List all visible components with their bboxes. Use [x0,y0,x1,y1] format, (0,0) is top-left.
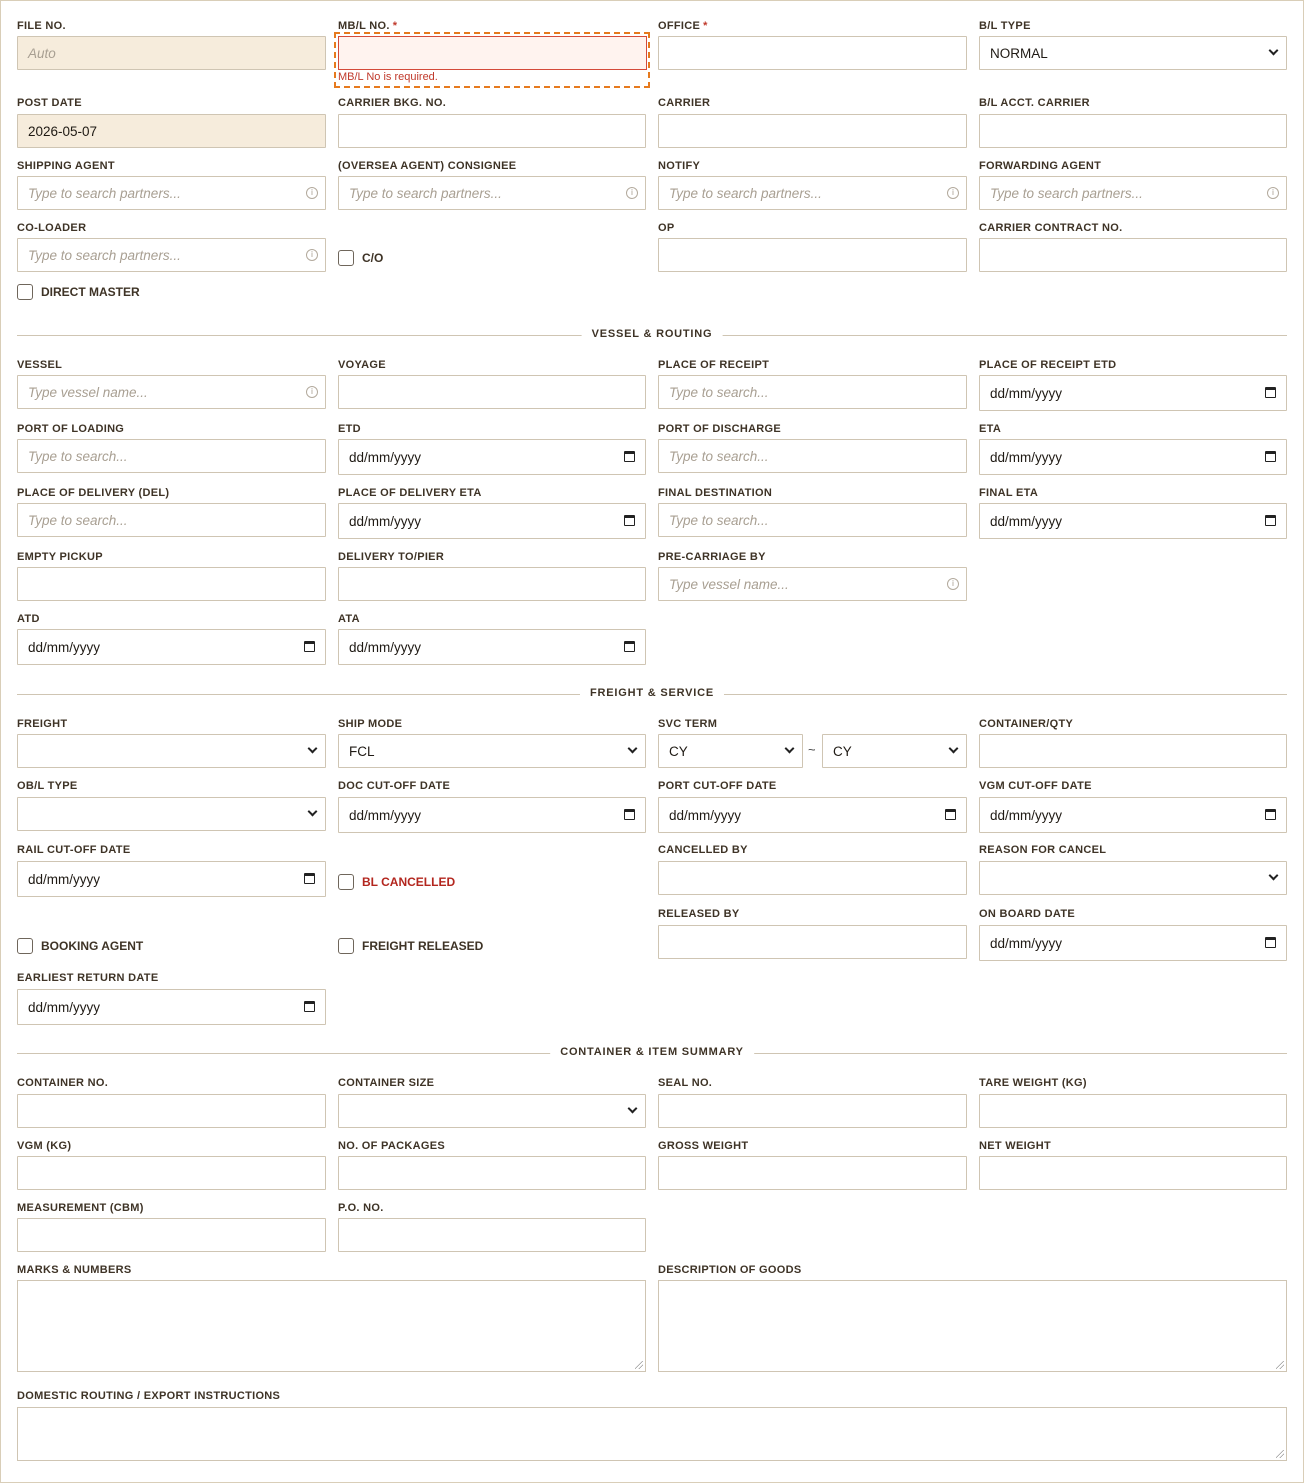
po-no-label: P.O. NO. [338,1202,384,1214]
svc-term-separator: ~ [808,742,816,757]
eta-label: ETA [979,423,1002,435]
doc-cutoff-label: DOC CUT-OFF DATE [338,780,451,792]
no-of-packages-input[interactable] [338,1156,646,1190]
required-marker: * [392,20,398,32]
rail-cutoff-input[interactable]: dd/mm/yyyy [17,861,326,897]
calendar-icon[interactable] [304,1001,315,1012]
freight-select[interactable] [17,734,326,768]
chevron-down-icon [1269,871,1279,881]
container-no-label: CONTAINER NO. [17,1077,109,1089]
calendar-icon[interactable] [1265,515,1276,526]
released-by-input[interactable] [658,925,967,959]
resize-grip-icon[interactable] [1276,1361,1284,1369]
calendar-icon[interactable] [1265,937,1276,948]
notify-label: NOTIFY [658,160,701,172]
carrier-bkg-no-input[interactable] [338,114,646,148]
container-size-label: CONTAINER SIZE [338,1077,435,1089]
calendar-icon[interactable] [945,809,956,820]
checkbox-box[interactable] [338,938,354,954]
net-weight-input[interactable] [979,1156,1287,1190]
carrier-input[interactable] [658,114,967,148]
file-no-input: Auto [17,36,326,70]
place-of-receipt-etd-input[interactable]: dd/mm/yyyy [979,375,1287,411]
chevron-down-icon [1269,46,1279,56]
gross-weight-input[interactable] [658,1156,967,1190]
port-cutoff-input[interactable]: dd/mm/yyyy [658,797,967,833]
consignee-label: (OVERSEA AGENT) CONSIGNEE [338,160,517,172]
reason-for-cancel-label: REASON FOR CANCEL [979,844,1107,856]
consignee-input[interactable]: Type to search partners... i [338,176,646,210]
calendar-icon[interactable] [624,515,635,526]
checkbox-box[interactable] [17,284,33,300]
chevron-down-icon [785,744,795,754]
shipping-agent-label: SHIPPING AGENT [17,160,115,172]
tare-weight-label: TARE WEIGHT (KG) [979,1077,1087,1089]
file-no-label: FILE NO. [17,20,66,32]
port-of-discharge-input[interactable]: Type to search... [658,439,967,473]
calendar-icon[interactable] [1265,451,1276,462]
chevron-down-icon [949,744,959,754]
port-of-discharge-label: PORT OF DISCHARGE [658,423,782,435]
svc-term-from-select[interactable]: CY [658,734,803,768]
chevron-down-icon [308,744,318,754]
eta-input[interactable]: dd/mm/yyyy [979,439,1287,475]
seal-no-label: SEAL NO. [658,1077,713,1089]
final-eta-input[interactable]: dd/mm/yyyy [979,503,1287,539]
vgm-cutoff-input[interactable]: dd/mm/yyyy [979,797,1287,833]
section-vessel-routing: VESSEL & ROUTING [17,328,1287,342]
booking-agent-checkbox[interactable]: BOOKING AGENT [17,938,143,954]
forwarding-agent-input[interactable]: Type to search partners... i [979,176,1287,210]
place-of-delivery-eta-input[interactable]: dd/mm/yyyy [338,503,646,539]
carrier-label: CARRIER [658,97,711,109]
marks-numbers-textarea[interactable] [17,1280,646,1372]
container-no-input[interactable] [17,1094,326,1128]
forwarding-agent-label: FORWARDING AGENT [979,160,1102,172]
voyage-input[interactable] [338,375,646,409]
resize-grip-icon[interactable] [635,1361,643,1369]
bl-cancelled-checkbox[interactable]: BL CANCELLED [338,874,455,890]
net-weight-label: NET WEIGHT [979,1140,1052,1152]
office-input[interactable] [658,36,967,70]
co-loader-input[interactable]: Type to search partners... i [17,238,326,272]
seal-no-input[interactable] [658,1094,967,1128]
checkbox-box[interactable] [338,250,354,266]
bl-type-select[interactable]: NORMAL [979,36,1287,70]
info-icon: i [947,187,959,199]
info-icon: i [306,249,318,261]
released-by-label: RELEASED BY [658,908,740,920]
chevron-down-icon [628,744,638,754]
gross-weight-label: GROSS WEIGHT [658,1140,749,1152]
info-icon: i [306,187,318,199]
reason-for-cancel-select[interactable] [979,861,1287,895]
domestic-routing-textarea[interactable] [17,1407,1287,1461]
chevron-down-icon [308,807,318,817]
bl-type-label: B/L TYPE [979,20,1031,32]
container-qty-input[interactable] [979,734,1287,768]
calendar-icon[interactable] [1265,809,1276,820]
checkbox-box[interactable] [17,938,33,954]
co-loader-label: CO-LOADER [17,222,87,234]
doc-cutoff-input[interactable]: dd/mm/yyyy [338,797,646,833]
earliest-return-date-input[interactable]: dd/mm/yyyy [17,989,326,1025]
mbl-no-input[interactable] [338,36,647,70]
op-input[interactable] [658,238,967,272]
empty-pickup-input[interactable] [17,567,326,601]
post-date-input: 2026-05-07 [17,114,326,148]
freight-label: FREIGHT [17,718,68,730]
co-checkbox[interactable]: C/O [338,250,383,266]
po-no-input[interactable] [338,1218,646,1252]
final-destination-label: FINAL DESTINATION [658,487,773,499]
atd-input[interactable]: dd/mm/yyyy [17,629,326,665]
final-destination-input[interactable]: Type to search... [658,503,967,537]
container-size-select[interactable] [338,1094,646,1128]
tare-weight-input[interactable] [979,1094,1287,1128]
direct-master-checkbox[interactable]: DIRECT MASTER [17,284,140,300]
bl-acct-carrier-label: B/L ACCT. CARRIER [979,97,1090,109]
port-cutoff-label: PORT CUT-OFF DATE [658,780,777,792]
atd-label: ATD [17,613,40,625]
vessel-input[interactable]: Type vessel name... i [17,375,326,409]
etd-label: ETD [338,423,361,435]
final-eta-label: FINAL ETA [979,487,1039,499]
mbl-no-label: MB/L NO. * [338,20,398,32]
voyage-label: VOYAGE [338,359,386,371]
bl-acct-carrier-input[interactable] [979,114,1287,148]
required-marker: * [703,20,708,32]
no-of-packages-label: NO. OF PACKAGES [338,1140,445,1152]
vgm-label: VGM (KG) [17,1140,72,1152]
chevron-down-icon [628,1104,638,1114]
description-of-goods-label: DESCRIPTION OF GOODS [658,1264,802,1276]
checkbox-box[interactable] [338,874,354,890]
pre-carriage-by-label: PRE-CARRIAGE BY [658,551,766,563]
calendar-icon[interactable] [304,641,315,652]
pre-carriage-by-input[interactable]: Type vessel name... i [658,567,967,601]
place-of-delivery-label: PLACE OF DELIVERY (DEL) [17,487,170,499]
place-of-delivery-input[interactable]: Type to search... [17,503,326,537]
section-container-summary: CONTAINER & ITEM SUMMARY [17,1046,1287,1060]
svc-term-label: SVC TERM [658,718,718,730]
description-of-goods-textarea[interactable] [658,1280,1287,1372]
ata-label: ATA [338,613,360,625]
place-of-delivery-eta-label: PLACE OF DELIVERY ETA [338,487,482,499]
calendar-icon[interactable] [624,809,635,820]
place-of-receipt-label: PLACE OF RECEIPT [658,359,770,371]
delivery-to-pier-label: DELIVERY TO/PIER [338,551,445,563]
calendar-icon[interactable] [1265,387,1276,398]
port-of-loading-input[interactable]: Type to search... [17,439,326,473]
marks-numbers-label: MARKS & NUMBERS [17,1264,132,1276]
info-icon: i [947,578,959,590]
cancelled-by-label: CANCELLED BY [658,844,748,856]
vgm-input[interactable] [17,1156,326,1190]
svc-term-to-select[interactable]: CY [822,734,967,768]
obl-type-select[interactable] [17,797,326,831]
container-qty-label: CONTAINER/QTY [979,718,1074,730]
delivery-to-pier-input[interactable] [338,567,646,601]
domestic-routing-label: DOMESTIC ROUTING / EXPORT INSTRUCTIONS [17,1390,281,1402]
post-date-label: POST DATE [17,97,82,109]
resize-grip-icon[interactable] [1276,1450,1284,1458]
port-of-loading-label: PORT OF LOADING [17,423,125,435]
empty-pickup-label: EMPTY PICKUP [17,551,103,563]
carrier-contract-no-input[interactable] [979,238,1287,272]
freight-released-checkbox[interactable]: FREIGHT RELEASED [338,938,483,954]
cancelled-by-input[interactable] [658,861,967,895]
obl-type-label: OB/L TYPE [17,780,78,792]
info-icon: i [306,386,318,398]
shipping-agent-input[interactable]: Type to search partners... i [17,176,326,210]
ship-mode-label: SHIP MODE [338,718,403,730]
mbl-no-error: MB/L No is required. [338,71,438,83]
calendar-icon[interactable] [304,873,315,884]
info-icon: i [1267,187,1279,199]
calendar-icon[interactable] [624,451,635,462]
earliest-return-date-label: EARLIEST RETURN DATE [17,972,159,984]
notify-input[interactable]: Type to search partners... i [658,176,967,210]
measurement-label: MEASUREMENT (CBM) [17,1202,144,1214]
etd-input[interactable]: dd/mm/yyyy [338,439,646,475]
vessel-label: VESSEL [17,359,63,371]
ship-mode-select[interactable]: FCL [338,734,646,768]
ata-input[interactable]: dd/mm/yyyy [338,629,646,665]
place-of-receipt-etd-label: PLACE OF RECEIPT ETD [979,359,1117,371]
info-icon: i [626,187,638,199]
office-label: OFFICE * [658,20,708,32]
vgm-cutoff-label: VGM CUT-OFF DATE [979,780,1092,792]
measurement-input[interactable] [17,1218,326,1252]
place-of-receipt-input[interactable]: Type to search... [658,375,967,409]
section-freight-service: FREIGHT & SERVICE [17,687,1287,701]
carrier-bkg-no-label: CARRIER BKG. NO. [338,97,447,109]
on-board-date-label: ON BOARD DATE [979,908,1075,920]
rail-cutoff-label: RAIL CUT-OFF DATE [17,844,131,856]
calendar-icon[interactable] [624,641,635,652]
on-board-date-input[interactable]: dd/mm/yyyy [979,925,1287,961]
carrier-contract-no-label: CARRIER CONTRACT NO. [979,222,1123,234]
op-label: OP [658,222,675,234]
